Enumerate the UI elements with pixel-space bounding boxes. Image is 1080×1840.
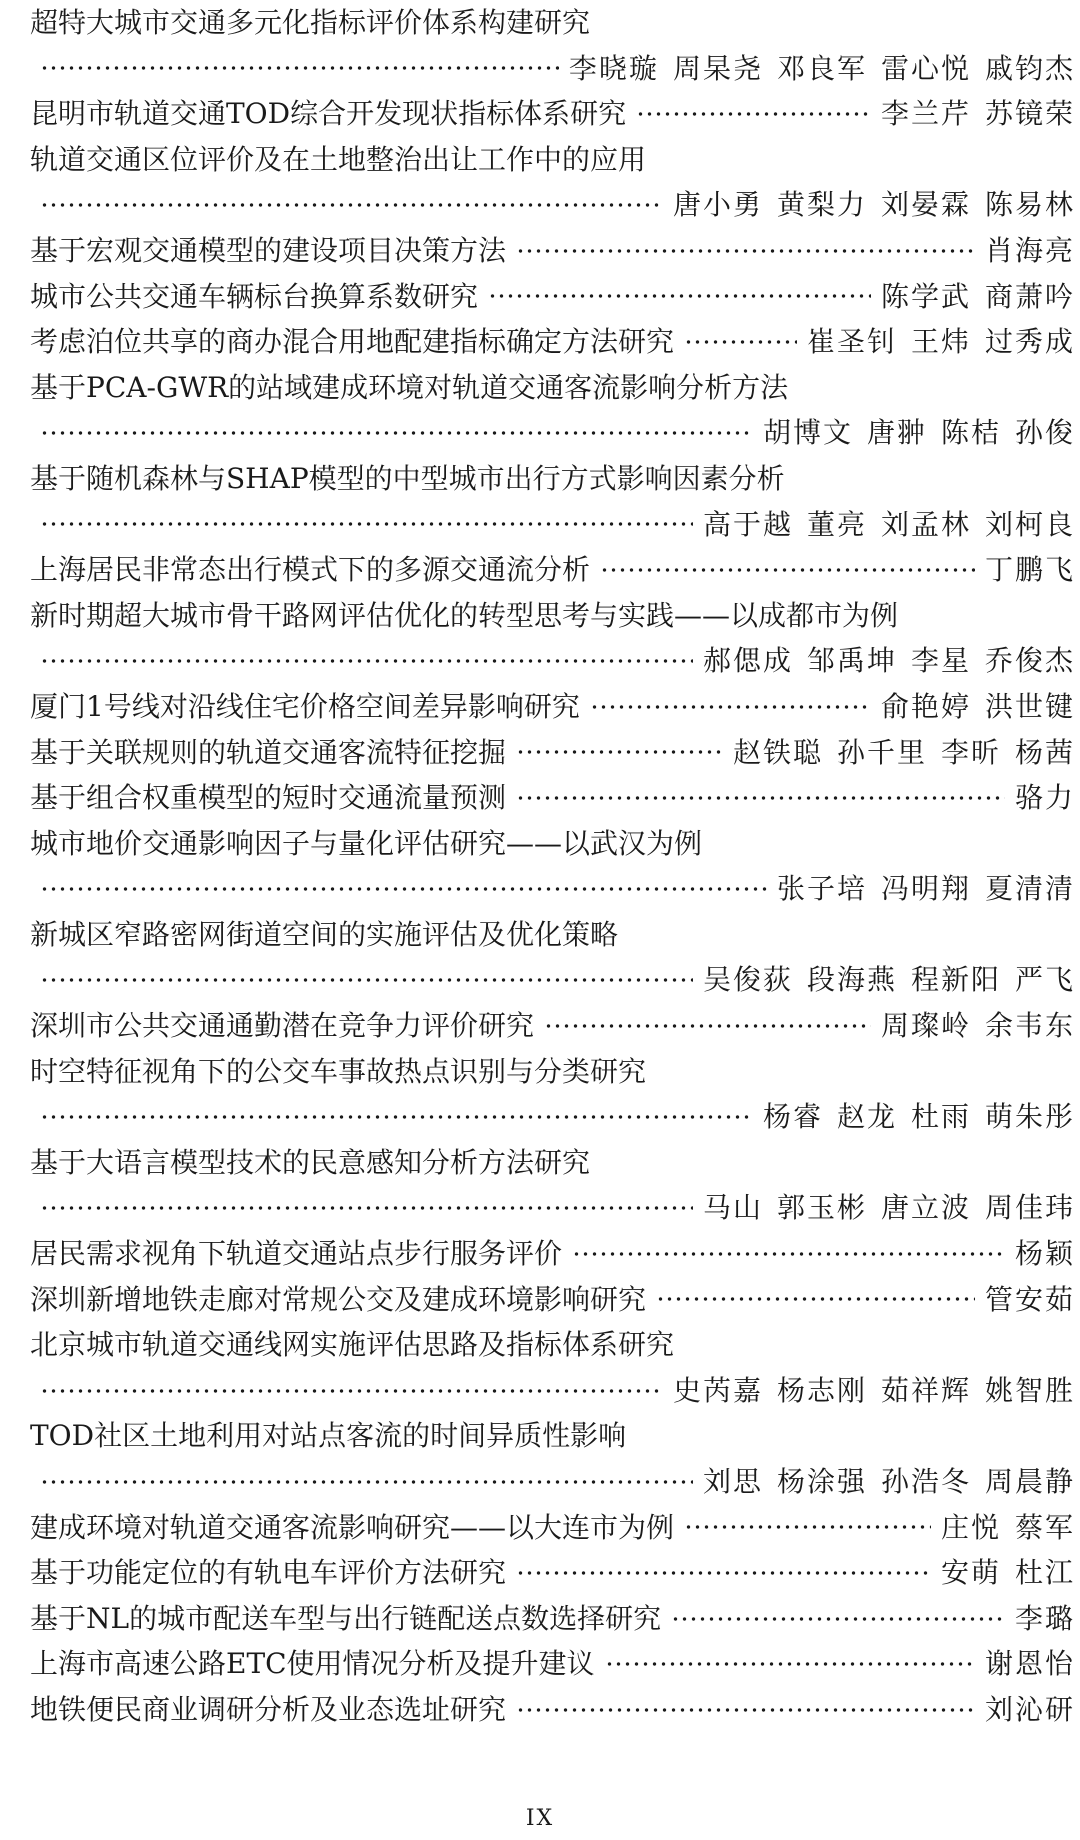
toc-author: 邹禹坤 (806, 644, 897, 678)
toc-entry-continuation[interactable] (30, 182, 1075, 228)
toc-author: 周璨岭 (880, 1009, 971, 1043)
toc-entry[interactable] (30, 821, 1075, 867)
toc-author: 张子培 (776, 872, 867, 906)
leader-dots (40, 1206, 693, 1210)
toc-author: 杜雨 (910, 1100, 971, 1134)
toc-entry-title: 基于随机森林与SHAP模型的中型城市出行方式影响因素分析 (30, 461, 785, 495)
toc-author: 刘柯良 (984, 507, 1075, 541)
toc-entry-authors (703, 957, 1075, 1003)
toc-author: 陈易林 (984, 188, 1075, 222)
toc-author: 安萌 (940, 1556, 1001, 1590)
toc-entry-continuation[interactable] (30, 1185, 1075, 1231)
toc-entry-continuation[interactable] (30, 866, 1075, 912)
toc-entry-continuation[interactable] (30, 410, 1075, 456)
toc-entry-authors (703, 1459, 1075, 1505)
toc-entry[interactable] (30, 912, 1075, 958)
leader-dots (40, 1389, 663, 1393)
toc-entry-continuation[interactable] (30, 502, 1075, 548)
leader-dots (605, 1662, 975, 1666)
toc-entry-title: 基于功能定位的有轨电车评价方法研究 (30, 1556, 507, 1590)
toc-entry-title: TOD社区土地利用对站点客流的时间异质性影响 (30, 1419, 627, 1453)
toc-entry[interactable] (30, 91, 1075, 137)
toc-entry[interactable] (30, 319, 1075, 365)
toc-entry-title: 基于关联规则的轨道交通客流特征挖掘 (30, 735, 507, 769)
toc-entry-title: 地铁便民商业调研分析及业态选址研究 (30, 1692, 507, 1726)
toc-entry-continuation[interactable] (30, 46, 1075, 92)
toc-entry-authors (985, 228, 1075, 274)
toc-author: 杨颖 (1014, 1237, 1075, 1271)
toc-author: 余韦东 (984, 1009, 1075, 1043)
toc-entry-continuation[interactable] (30, 638, 1075, 684)
leader-dots (516, 750, 723, 754)
toc-author: 刘沁研 (984, 1692, 1075, 1726)
toc-entry[interactable] (30, 730, 1075, 776)
leader-dots (516, 1571, 931, 1575)
toc-author: 雷心悦 (880, 51, 971, 85)
toc-author: 刘孟林 (880, 507, 971, 541)
toc-entry-authors (985, 1277, 1075, 1323)
toc-author: 冯明翔 (880, 872, 971, 906)
toc-entry[interactable] (30, 1687, 1075, 1733)
toc-entry-authors (673, 1368, 1075, 1414)
leader-dots (40, 978, 693, 982)
toc-entry[interactable] (30, 775, 1075, 821)
toc-entry-title: 基于宏观交通模型的建设项目决策方法 (30, 233, 507, 267)
toc-entry-authors (807, 319, 1075, 365)
toc-author: 骆力 (1014, 781, 1075, 815)
toc-entry-title: 上海市高速公路ETC使用情况分析及提升建议 (30, 1647, 595, 1681)
leader-dots (516, 1708, 975, 1712)
toc-author: 李星 (910, 644, 971, 678)
toc-author: 蔡军 (1014, 1510, 1075, 1544)
toc-author: 俞艳婷 (880, 689, 971, 723)
toc-author: 周佳玮 (984, 1191, 1075, 1225)
toc-author: 唐立波 (880, 1191, 971, 1225)
toc-entry[interactable] (30, 1641, 1075, 1687)
toc-entry[interactable] (30, 274, 1075, 320)
toc-author: 苏镜荣 (984, 97, 1075, 131)
leader-dots (656, 1297, 975, 1301)
toc-entry[interactable] (30, 1049, 1075, 1095)
toc-author: 吴俊荻 (702, 963, 793, 997)
toc-author: 李晓璇 (568, 51, 659, 85)
toc-entry-authors (881, 1003, 1075, 1049)
toc-entry-title: 新时期超大城市骨干路网评估优化的转型思考与实践——以成都市为例 (30, 598, 899, 632)
toc-entry-title: 深圳市公共交通通勤潜在竞争力评价研究 (30, 1009, 535, 1043)
toc-author: 乔俊杰 (984, 644, 1075, 678)
toc-entry[interactable] (30, 1596, 1075, 1642)
leader-dots (488, 294, 871, 298)
toc-author: 董亮 (806, 507, 867, 541)
leader-dots (590, 705, 871, 709)
toc-entry-title: 深圳新增地铁走廊对常规公交及建成环境影响研究 (30, 1282, 647, 1316)
leader-dots (40, 659, 693, 663)
toc-entry-authors (777, 866, 1075, 912)
toc-entry-continuation[interactable] (30, 1368, 1075, 1414)
leader-dots (516, 249, 975, 253)
toc-entry-title: 居民需求视角下轨道交通站点步行服务评价 (30, 1237, 563, 1271)
toc-entry-authors (941, 1505, 1075, 1551)
toc-author: 孙浩冬 (880, 1465, 971, 1498)
leader-dots (636, 112, 871, 116)
toc-author: 胡博文 (762, 416, 853, 450)
toc-entry-authors (881, 274, 1075, 320)
toc-author: 李昕 (940, 735, 1001, 769)
toc-entry-authors (985, 547, 1075, 593)
toc-author: 赵铁聪 (732, 735, 823, 769)
toc-author: 唐小勇 (672, 188, 763, 222)
toc-author: 孙千里 (836, 735, 927, 769)
toc-author: 杜江 (1014, 1556, 1075, 1590)
toc-author: 陈学武 (880, 279, 971, 313)
leader-dots (40, 203, 663, 207)
toc-author: 唐翀 (866, 416, 927, 450)
toc-entry-title: 考虑泊位共享的商办混合用地配建指标确定方法研究 (30, 325, 675, 359)
toc-entry-title: 北京城市轨道交通线网实施评估思路及指标体系研究 (30, 1328, 675, 1362)
toc-entry-authors (569, 46, 1075, 92)
toc-author: 王炜 (910, 325, 971, 359)
page-number: IX (525, 1806, 555, 1831)
leader-dots (572, 1252, 1005, 1256)
toc-author: 赵龙 (836, 1100, 897, 1134)
toc-entry-title: 基于组合权重模型的短时交通流量预测 (30, 781, 507, 815)
toc-entry[interactable] (30, 1277, 1075, 1323)
leader-dots (684, 1525, 931, 1529)
toc-entry-title: 城市公共交通车辆标台换算系数研究 (30, 279, 479, 313)
leader-dots (544, 1024, 871, 1028)
toc-entry-authors (763, 410, 1075, 456)
toc-entry-authors (703, 502, 1075, 548)
toc-entry-authors (733, 730, 1075, 776)
toc-author: 谢恩怡 (984, 1647, 1075, 1681)
leader-dots (40, 522, 693, 526)
toc-author: 周晨静 (984, 1465, 1075, 1498)
toc-author: 邓良军 (776, 51, 867, 85)
toc-author: 李璐 (1014, 1601, 1075, 1635)
toc-entry[interactable] (30, 137, 1075, 183)
toc-entry-continuation[interactable] (30, 1459, 1075, 1505)
toc-author: 夏清清 (984, 872, 1075, 906)
toc-entry[interactable] (30, 1413, 1075, 1459)
toc-author: 商萧吟 (984, 279, 1075, 313)
toc-author: 李兰芹 (880, 97, 971, 131)
toc-author: 严飞 (1014, 963, 1075, 997)
toc-entry-title: 新城区窄路密网街道空间的实施评估及优化策略 (30, 917, 619, 951)
toc-entry-title: 厦门1号线对沿线住宅价格空间差异影响研究 (30, 689, 580, 723)
toc-author: 肖海亮 (984, 233, 1075, 267)
toc-entry[interactable] (30, 1550, 1075, 1596)
leader-dots (684, 340, 797, 344)
toc-entry-authors (703, 638, 1075, 684)
toc-entry[interactable] (30, 1505, 1075, 1551)
toc-entry-title: 超特大城市交通多元化指标评价体系构建研究 (30, 6, 591, 39)
leader-dots (516, 796, 1005, 800)
toc-author: 崔圣钊 (806, 325, 897, 359)
toc-entry-authors (881, 91, 1075, 137)
toc-entry-title: 基于PCA-GWR的站域建成环境对轨道交通客流影响分析方法 (30, 370, 789, 404)
toc-author: 茹祥辉 (880, 1373, 971, 1407)
toc-author: 庄悦 (940, 1510, 1001, 1544)
toc-author: 过秀成 (984, 325, 1075, 359)
toc-entry-authors (1015, 775, 1075, 821)
toc-author: 丁鹏飞 (984, 553, 1075, 587)
toc-entry-title: 建成环境对轨道交通客流影响研究——以大连市为例 (30, 1510, 675, 1544)
toc-author: 程新阳 (910, 963, 1001, 997)
toc-entry[interactable] (30, 1231, 1075, 1277)
toc-author: 杨涂强 (776, 1465, 867, 1498)
toc-entry-title: 时空特征视角下的公交车事故热点识别与分类研究 (30, 1054, 647, 1088)
toc-entry-authors (985, 1687, 1075, 1733)
toc-entry[interactable] (30, 365, 1075, 411)
toc-entry-authors (1015, 1596, 1075, 1642)
leader-dots (40, 887, 767, 891)
toc-entry[interactable] (30, 0, 1075, 46)
toc-author: 刘思 (702, 1465, 763, 1498)
toc-entry[interactable] (30, 684, 1075, 730)
leader-dots (40, 66, 559, 70)
leader-dots (671, 1617, 1005, 1621)
toc-entry[interactable] (30, 547, 1075, 593)
toc-author: 陈桔 (940, 416, 1001, 450)
toc-author: 史芮嘉 (672, 1373, 763, 1407)
toc-entry-title: 轨道交通区位评价及在土地整治出让工作中的应用 (30, 142, 647, 176)
toc-author: 姚智胜 (984, 1373, 1075, 1407)
toc-entry[interactable] (30, 1140, 1075, 1186)
toc-entry[interactable] (30, 456, 1075, 502)
toc-author: 杨睿 (762, 1100, 823, 1134)
toc-entry[interactable] (30, 1003, 1075, 1049)
toc-entry[interactable] (30, 228, 1075, 274)
leader-dots (40, 431, 753, 435)
toc-author: 马山 (702, 1191, 763, 1225)
toc-entry-continuation[interactable] (30, 1094, 1075, 1140)
toc-entry-title: 昆明市轨道交通TOD综合开发现状指标体系研究 (30, 97, 627, 131)
toc-author: 刘晏霖 (880, 188, 971, 222)
toc-entry-authors (1015, 1231, 1075, 1277)
toc-entry[interactable] (30, 1322, 1075, 1368)
toc-entry-authors (941, 1550, 1075, 1596)
toc-entry-title: 城市地价交通影响因子与量化评估研究——以武汉为例 (30, 826, 703, 860)
leader-dots (40, 1480, 693, 1484)
toc-author: 黄梨力 (776, 188, 867, 222)
toc-author: 孙俊 (1014, 416, 1075, 450)
toc-author: 萌朱彤 (984, 1100, 1075, 1134)
leader-dots (40, 1115, 753, 1119)
toc-author: 郭玉彬 (776, 1191, 867, 1225)
toc-author: 洪世键 (984, 689, 1075, 723)
toc-author: 段海燕 (806, 963, 897, 997)
toc-author: 杨志刚 (776, 1373, 867, 1407)
toc-entry-authors (763, 1094, 1075, 1140)
toc-entry-title: 基于NL的城市配送车型与出行链配送点数选择研究 (30, 1601, 662, 1635)
toc-author: 周杲尧 (672, 51, 763, 85)
toc-author: 高于越 (702, 507, 793, 541)
toc-author: 杨茜 (1014, 735, 1075, 769)
toc-entry-title: 上海居民非常态出行模式下的多源交通流分析 (30, 553, 591, 587)
table-of-contents (30, 0, 1075, 1733)
toc-entry-authors (673, 182, 1075, 228)
leader-dots (600, 568, 975, 572)
toc-entry-authors (881, 684, 1075, 730)
toc-entry-title: 基于大语言模型技术的民意感知分析方法研究 (30, 1145, 591, 1179)
toc-entry[interactable] (30, 593, 1075, 639)
toc-author: 郝偲成 (702, 644, 793, 678)
toc-entry-continuation[interactable] (30, 957, 1075, 1003)
toc-entry-authors (703, 1185, 1075, 1231)
toc-entry-authors (985, 1641, 1075, 1687)
toc-author: 戚钧杰 (984, 51, 1075, 85)
toc-author: 管安茹 (984, 1282, 1075, 1316)
